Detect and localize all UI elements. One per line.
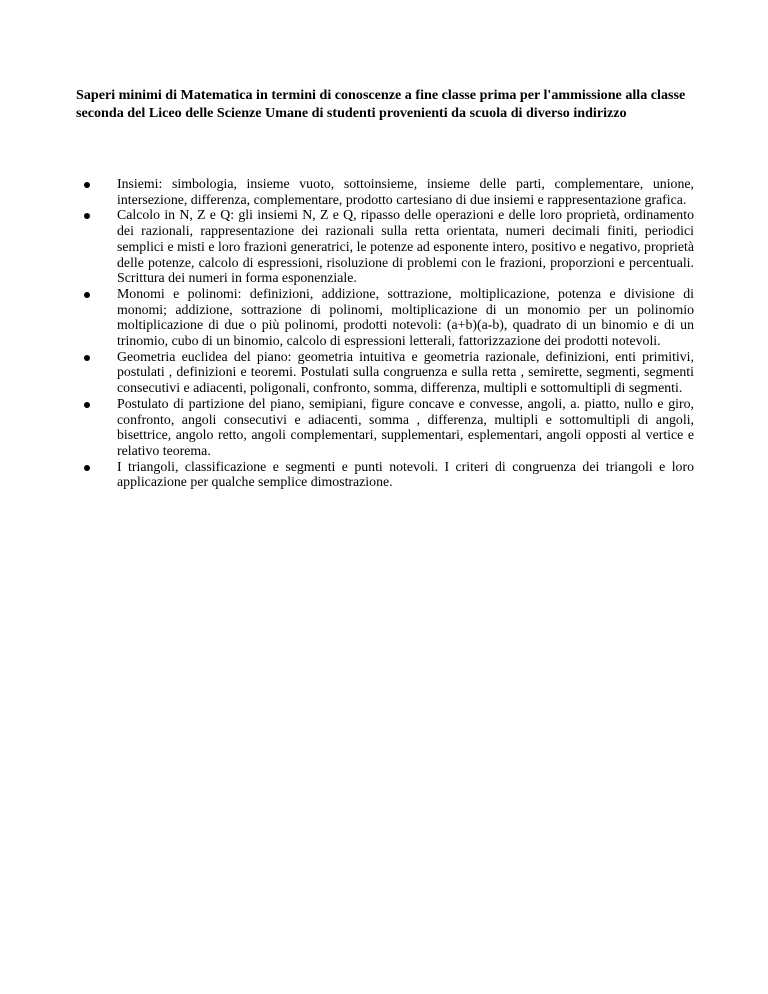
topic-text: Geometria euclidea del piano: geometria intuitiva e geometria razionale, definizioni, enti primitivi, postulati , definizioni e teoremi. Postulati sulla congruenza e sulla retta , semirette, segmenti, segmenti consecutivi e adiacenti, poligonali, confronto, somma, differenza, multipli e sottomultipli di segmenti. [117, 348, 694, 396]
bullet-icon [84, 182, 90, 188]
bullet-icon [84, 213, 90, 219]
topic-item-postulato-partizione [76, 396, 694, 459]
topic-item-triangoli [76, 459, 694, 490]
bullet-icon [84, 292, 90, 298]
topic-text: Monomi e polinomi: definizioni, addizione, sottrazione, moltiplicazione, potenza e divisione di monomi; addizione, sottrazione di polinomi, moltiplicazione di un monomio per un polinomio moltiplicazione di due o più polinomi, prodotti notevoli: (a+b)(a-b), quadrato di un binomio e di un trinomio, cubo di un binomio, calcolo di espressioni letterali, fattorizzazione dei prodotti notevoli. [117, 285, 694, 349]
topic-item-insiemi [76, 176, 694, 207]
topic-list [76, 176, 694, 490]
bullet-icon [84, 355, 90, 361]
topic-text: Postulato di partizione del piano, semipiani, figure concave e convesse, angoli, a. piatto, nullo e giro, confronto, angoli consecutivi e adiacenti, somma , differenza, multipli e sottomultipli di angoli, bisettrice, angolo retto, angoli complementari, supplementari, esplementari, angoli opposti al vertice e relativo teorema. [117, 395, 694, 458]
bullet-icon [84, 402, 90, 408]
topic-text: Calcolo in N, Z e Q: gli insiemi N, Z e Q, ripasso delle operazioni e delle loro proprietà, ordinamento dei razionali, rappresentazione dei razionali sulla retta orientata, numeri decimali finiti, periodici semplici e misti e loro frazioni generatrici, le potenze ad esponente intero, positivo e negativo, proprietà delle potenze, calcolo di espressioni, risoluzione di problemi con le frazioni, proporzioni e percentuali. Scrittura dei numeri in forma esponenziale. [117, 207, 694, 286]
topic-item-calcolo [76, 207, 694, 286]
topic-item-geometria-euclidea [76, 349, 694, 396]
topic-text: Insiemi: simbologia, insieme vuoto, sottoinsieme, insieme delle parti, complementare, unione, intersezione, differenza, complementare, prodotto cartesiano di due insiemi e rappresentazione grafica. [117, 176, 694, 207]
bullet-icon [84, 465, 90, 471]
document-title: Saperi minimi di Matematica in termini di conoscenze a fine classe prima per l'ammissione alla classe seconda del Liceo delle Scienze Umane di studenti provenienti da scuola di diverso indirizzo [76, 87, 686, 121]
topic-item-monomi-polinomi [76, 286, 694, 349]
topic-text: I triangoli, classificazione e segmenti e punti notevoli. I criteri di congruenza dei triangoli e loro applicazione per qualche semplice dimostrazione. [117, 458, 694, 490]
